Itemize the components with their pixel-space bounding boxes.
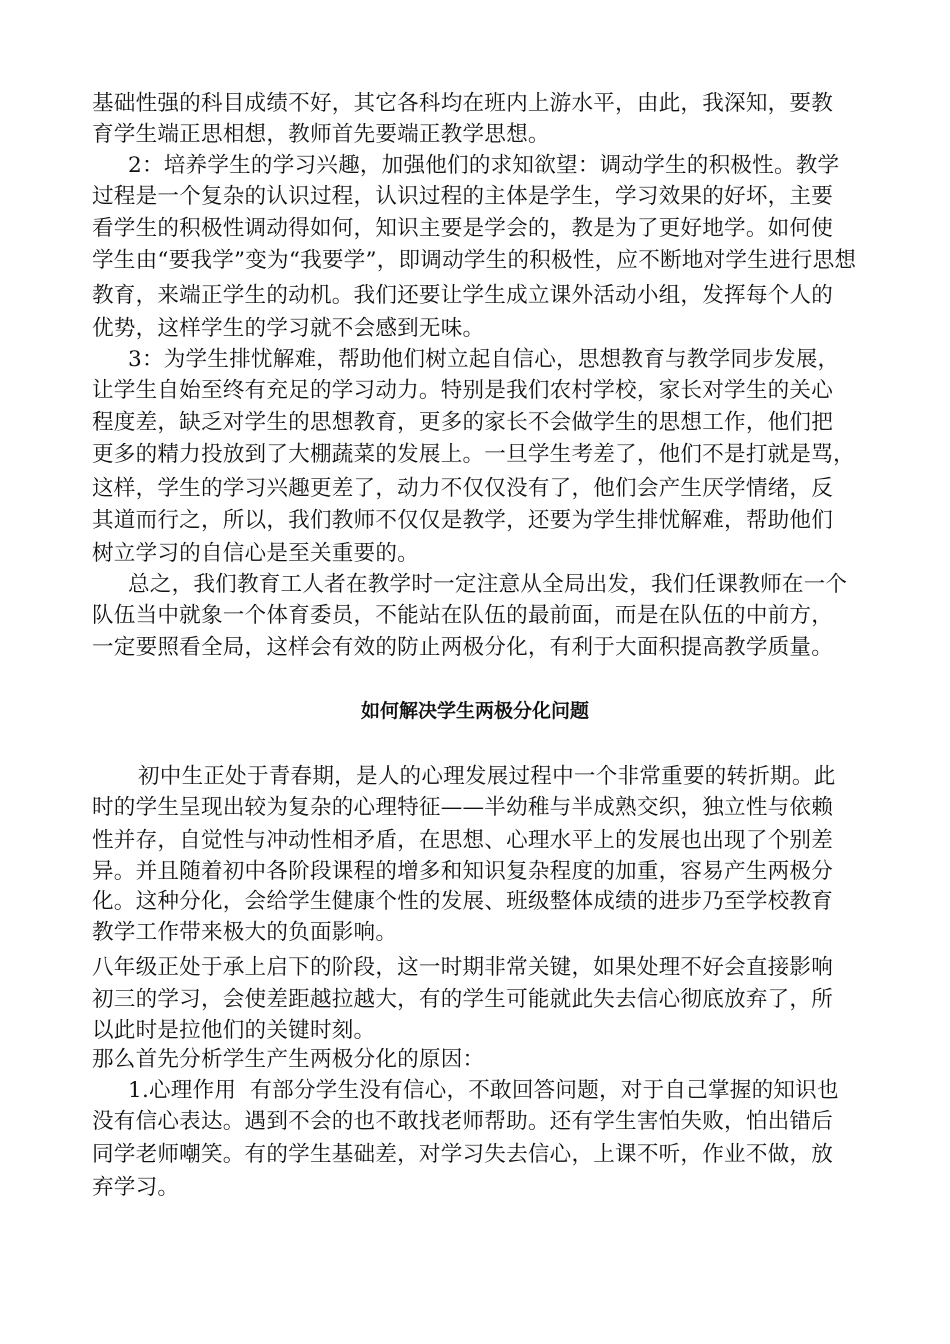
- text-line: 没有信心表达。遇到不会的也不敢找老师帮助。还有学生害怕失败，怕出错后: [92, 1109, 833, 1134]
- text-line: 看学生的积极性调动得如何，知识主要是学会的，教是为了更好地学。如何使: [92, 216, 833, 241]
- text-line: 初中生正处于青春期，是人的心理发展过程中一个非常重要的转折期。此: [138, 764, 836, 789]
- text-line: 教学工作带来极大的负面影响。: [92, 920, 398, 945]
- text-line: 更多的精力投放到了大棚蔬菜的发展上。一旦学生考差了，他们不是打就是骂，: [92, 442, 855, 467]
- text-line: 2：培养学生的学习兴趣，加强他们的求知欲望：调动学生的积极性。教学: [128, 153, 840, 178]
- text-line: 弃学习。: [92, 1175, 180, 1200]
- text-line: 一定要照看全局，这样会有效的防止两极分化，有利于大面积提高教学质量。: [92, 635, 833, 660]
- text-line: 过程是一个复杂的认识过程，认识过程的主体是学生，学习效果的好坏，主要: [92, 184, 833, 209]
- text-line: 让学生自始至终有充足的学习动力。特别是我们农村学校，家长对学生的关心: [92, 378, 833, 403]
- text-line: 树立学习的自信心是至关重要的。: [92, 541, 419, 566]
- text-line: 化。这种分化，会给学生健康个性的发展、班级整体成绩的进步乃至学校教育: [92, 889, 833, 914]
- text-line: 性并存，自觉性与冲动性相矛盾，在思想、心理水平上的发展也出现了个别差: [92, 828, 833, 853]
- text-line: 以此时是拉他们的关键时刻。: [92, 1018, 376, 1043]
- text-line: 总之，我们教育工人者在教学时一定注意从全局出发，我们任课教师在一个: [128, 572, 848, 597]
- text-line: 队伍当中就象一个体育委员，不能站在队伍的最前面，而是在队伍的中前方，: [92, 603, 833, 628]
- text-line: 时的学生呈现出较为复杂的心理特征——半幼稚与半成熟交织，独立性与依赖: [92, 795, 833, 820]
- text-line: 八年级正处于承上启下的阶段，这一时期非常关键，如果处理不好会直接影响: [92, 955, 833, 980]
- text-line: 初三的学习，会使差距越拉越大，有的学生可能就此失去信心彻底放弃了，所: [92, 987, 833, 1012]
- text-line: 3：为学生排忧解难，帮助他们树立起自信心，思想教育与教学同步发展，: [128, 347, 840, 372]
- text-line: 教育，来端正学生的动机。我们还要让学生成立课外活动小组，发挥每个人的: [92, 283, 833, 308]
- text-line: 程度差，缺乏对学生的思想教育，更多的家长不会做学生的思想工作，他们把: [92, 410, 833, 435]
- text-line: 育学生端正思相想，教师首先要端正教学思想。: [92, 122, 550, 147]
- section-title: 如何解决学生两极分化问题: [360, 700, 589, 722]
- text-line: 优势，这样学生的学习就不会感到无味。: [92, 316, 485, 341]
- text-line: 这样，学生的学习兴趣更差了，动力不仅仅没有了，他们会产生厌学情绪，反: [92, 476, 833, 501]
- text-line: 学生由“要我学”变为“我要学”，即调动学生的积极性，应不断地对学生进行思想: [92, 248, 857, 273]
- text-line: 同学老师嘲笑。有的学生基础差，对学习失去信心，上课不听，作业不做，放: [92, 1142, 833, 1167]
- text-line: 异。并且随着初中各阶段课程的增多和知识复杂程度的加重，容易产生两极分: [92, 859, 833, 884]
- text-line: 其道而行之，所以，我们教师不仅仅是教学，还要为学生排忧解难，帮助他们: [92, 508, 833, 533]
- text-line: 1.心理作用 有部分学生没有信心，不敢回答问题，对于自己掌握的知识也: [128, 1078, 839, 1103]
- text-line: 基础性强的科目成绩不好，其它各科均在班内上游水平，由此，我深知，要教: [92, 91, 833, 116]
- text-line: 那么首先分析学生产生两极分化的原因：: [92, 1047, 485, 1072]
